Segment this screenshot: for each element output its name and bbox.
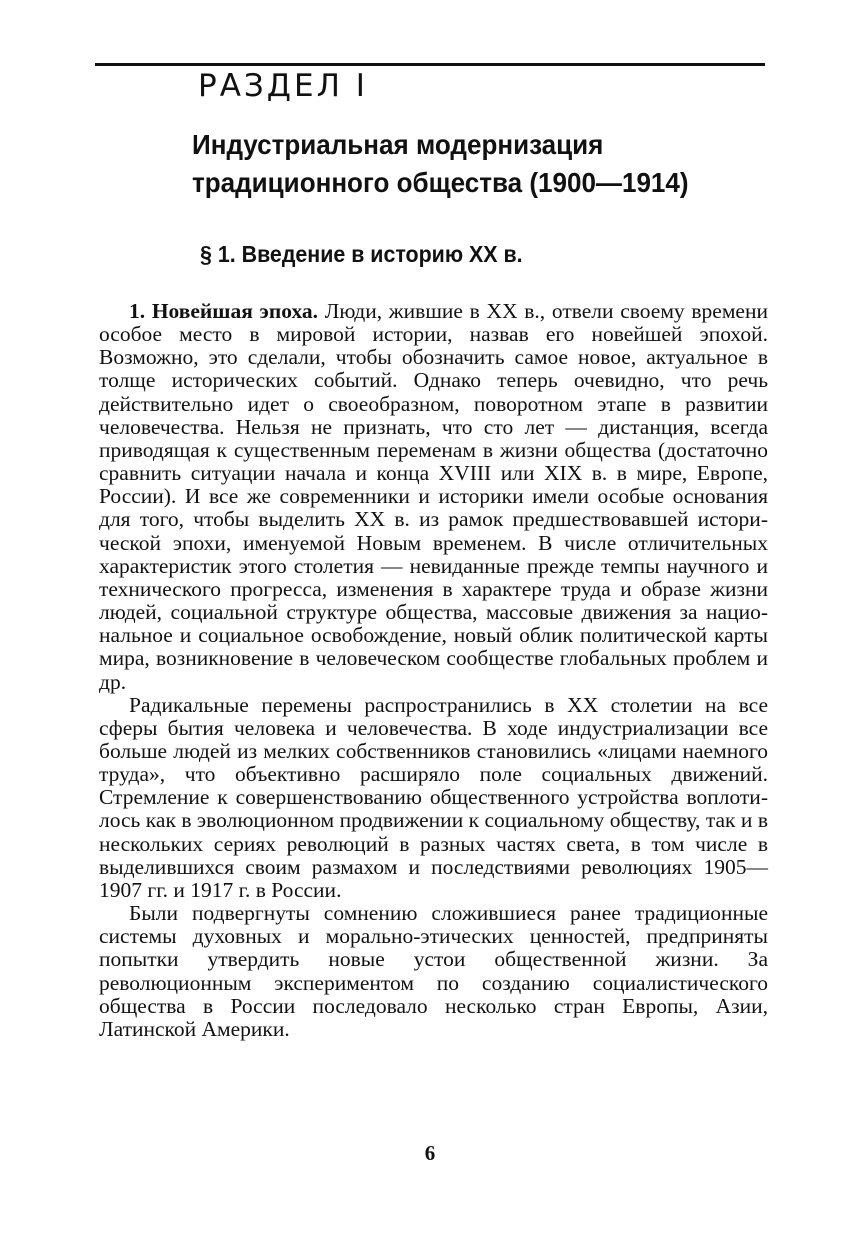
paragraph-heading: § 1. Введение в историю XX в.	[200, 241, 523, 267]
section-top-rule	[95, 63, 765, 66]
chapter-title	[192, 126, 750, 202]
chapter-title-line-2: традиционного общества (1900—1914)	[192, 167, 689, 198]
chapter-title-line-1: Индустриальная модернизация	[192, 129, 604, 160]
body-text	[99, 300, 768, 1041]
body-paragraph-3: Были подвергнуты сомнению сложившиеся ранее традиционные системы духовных и морально-этических ценностей, предприняты попытки утвердить новые устои общественной жизни. За революционным экспериментом по созданию социалистического общества в России последовало несколько стран Европы, Азии, Латинской Америки.	[99, 901, 768, 1041]
section-label: РАЗДЕЛ I	[198, 68, 368, 104]
body-paragraph-1	[99, 300, 768, 694]
body-paragraph-2: Радикальные перемены распространились в XX столетии на все сферы бытия человека и человечества. В ходе индустриализации все больше людей из мелких собственников становились «лицами наемного труда», что объективно расширяло поле социальных движений. Стремление к совершенствованию общественного устройства воплотилось как в эволюционном продвижении к социальному обществу, так и в нескольких сериях революций в разных частях света, в том числе в выделившихся своим размaхом и последствиями революциях 1905—1907 гг. и 1917 г. в России.	[99, 692, 768, 902]
subheading-run-in: 1. Новейшая эпоха.	[129, 299, 319, 323]
body-paragraph-1-text: Люди, жившие в XX в., отвели своему времени особое место в мировой истории, назвав его новейшей эпохой. Возможно, это сделали, чтобы обозначить самое новое, актуальное в толще исторических событий. Однако теперь очевидно, что речь действительно идет о своеобразном, поворотном этапе в развитии человечества. Нельзя не признать, что сто лет — дистанция, всегда приводящая к существенным переменам в жизни общества (достаточно сравнить ситуации начала и конца XVIII или XIX в. в мире, Европе, России). И все же современники и историки имели особые основания для того, чтобы выделить XX в. из рамок предшествовавшей исторической эпохи, именуемой Новым временем. В числе отличительных характеристик этого столетия — невиданные прежде темпы научного и технического прогресса, изменения в характере труда и образе жизни людей, социальной структуре общества, массовые движения за национальное и социальное освобождение, новый облик политической карты мира, возникновение в человеческом сообществе глобальных проблем и др.	[99, 299, 768, 694]
page-number: 6	[424, 1141, 436, 1165]
